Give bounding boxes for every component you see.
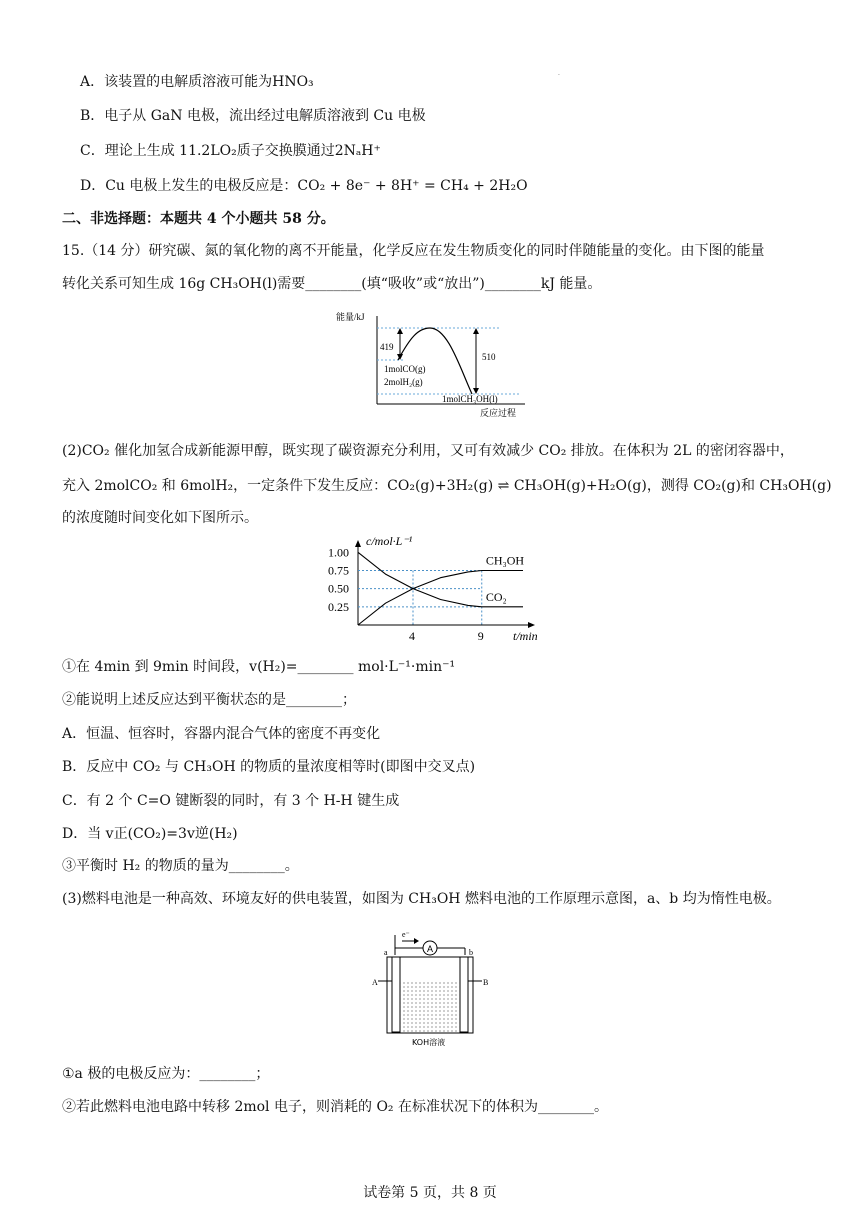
chart-xlabel: t/min [513, 629, 538, 643]
q15-part2-line1: (2)CO₂ 催化加氢合成新能源甲醇，既实现了碳资源充分利用，又可有效减少 CO₂ 排放。在体积为 2L 的密闭容器中， [62, 443, 794, 459]
concentration-chart [318, 535, 538, 650]
energy-diagram [330, 308, 530, 420]
y-tick-label: 1.00 [328, 545, 349, 560]
energy-value-left: 419 [380, 342, 394, 352]
energy-ylabel: 能量/kJ [336, 312, 365, 322]
ammeter-label: A [427, 944, 434, 954]
q15-item-option-d: D．当 v正(CO₂)=3v逆(H₂) [62, 826, 238, 842]
energy-reactant-1: 1molCO(g) [384, 364, 426, 374]
electron-label: e⁻ [402, 930, 410, 939]
electrode-a [392, 957, 400, 1032]
q15-item-option-b: B．反应中 CO₂ 与 CH₃OH 的物质的量浓度相等时(即图中交叉点) [62, 759, 476, 775]
q15-part3: (3)燃料电池是一种高效、环境友好的供电装置，如图为 CH₃OH 燃料电池的工作原理示意图，a、b 均为惰性电极。 [62, 891, 781, 907]
q15-item-3: ③平衡时 H₂ 的物质的量为________。 [62, 858, 299, 874]
q15-item-1: ①在 4min 到 9min 时间段，v(H₂)=________ mol·L⁻¹·min⁻¹ [62, 659, 456, 675]
x-tick-label: 9 [477, 629, 484, 643]
electrode-b-label: b [469, 948, 473, 957]
q15-part3-item-2: ②若此燃料电池电路中转移 2mol 电子，则消耗的 O₂ 在标准状况下的体积为________。 [62, 1099, 608, 1115]
stray-dot: · [558, 72, 560, 79]
energy-xlabel: 反应过程 [480, 408, 517, 418]
section-heading: 二、非选择题：本题共 4 个小题共 58 分。 [62, 211, 335, 227]
q15-item-option-c: C．有 2 个 C=O 键断裂的同时，有 3 个 H-H 键生成 [62, 793, 400, 809]
q15-part3-item-1: ①a 极的电极反应为：________； [62, 1066, 270, 1082]
energy-product: 1molCH₃OH(l) [442, 394, 498, 404]
energy-reactant-2: 2molH₂(g) [384, 377, 423, 387]
y-tick-label: 0.75 [328, 563, 349, 578]
y-tick-label: 0.25 [328, 599, 349, 614]
series-label-co2: CO₂ [485, 589, 507, 604]
x-axis-arrow [528, 622, 535, 628]
q15-part2-line2: 充入 2molCO₂ 和 6molH₂，一定条件下发生反应：CO₂(g)+3H₂(g) ⇌ CH₃OH(g)+H₂O(g)，测得 CO₂(g)和 CH₃OH(g) [62, 478, 832, 494]
series-label-ch3oh: CH₃OH [485, 553, 525, 568]
x-tick-label: 4 [409, 629, 415, 643]
solution-label: KOH溶液 [412, 1038, 446, 1047]
option-d: D．Cu 电极上发生的电极反应是：CO₂ + 8e⁻ + 8H⁺ = CH₄ + 2H₂O [80, 178, 528, 194]
port-a-label: A [372, 978, 378, 987]
option-a: A．该装置的电解质溶液可能为HNO₃ [80, 74, 314, 90]
y-tick-label: 0.50 [328, 581, 349, 596]
electrode-a-label: a [384, 948, 388, 957]
chart-ylabel: c/mol·L⁻¹ [366, 535, 413, 548]
page-footer: 试卷第 5 页，共 8 页 [363, 1185, 497, 1201]
q15-intro-line2: 转化关系可知生成 16g CH₃OH(l)需要________(填“吸收”或“放出”)________kJ 能量。 [62, 276, 602, 292]
q15-item-option-a: A．恒温、恒容时，容器内混合气体的密度不再变化 [62, 726, 381, 742]
option-b: B．电子从 GaN 电极，流出经过电解质溶液到 Cu 电极 [80, 108, 426, 124]
port-b-label: B [483, 978, 489, 987]
electrode-b [460, 957, 468, 1032]
q15-intro-line1: 15.（14 分）研究碳、氮的氧化物的离不开能量，化学反应在发生物质变化的同时伴随能量的变化。由下图的能量 [62, 243, 765, 259]
y-axis-arrow [355, 540, 361, 547]
q15-item-2: ②能说明上述反应达到平衡状态的是________； [62, 692, 356, 708]
q15-part2-line3: 的浓度随时间变化如下图所示。 [62, 510, 258, 526]
energy-value-right: 510 [482, 352, 496, 362]
option-c: C．理论上生成 11.2LO₂质子交换膜通过2NₐH⁺ [80, 143, 381, 159]
fuel-cell-diagram [370, 925, 500, 1050]
